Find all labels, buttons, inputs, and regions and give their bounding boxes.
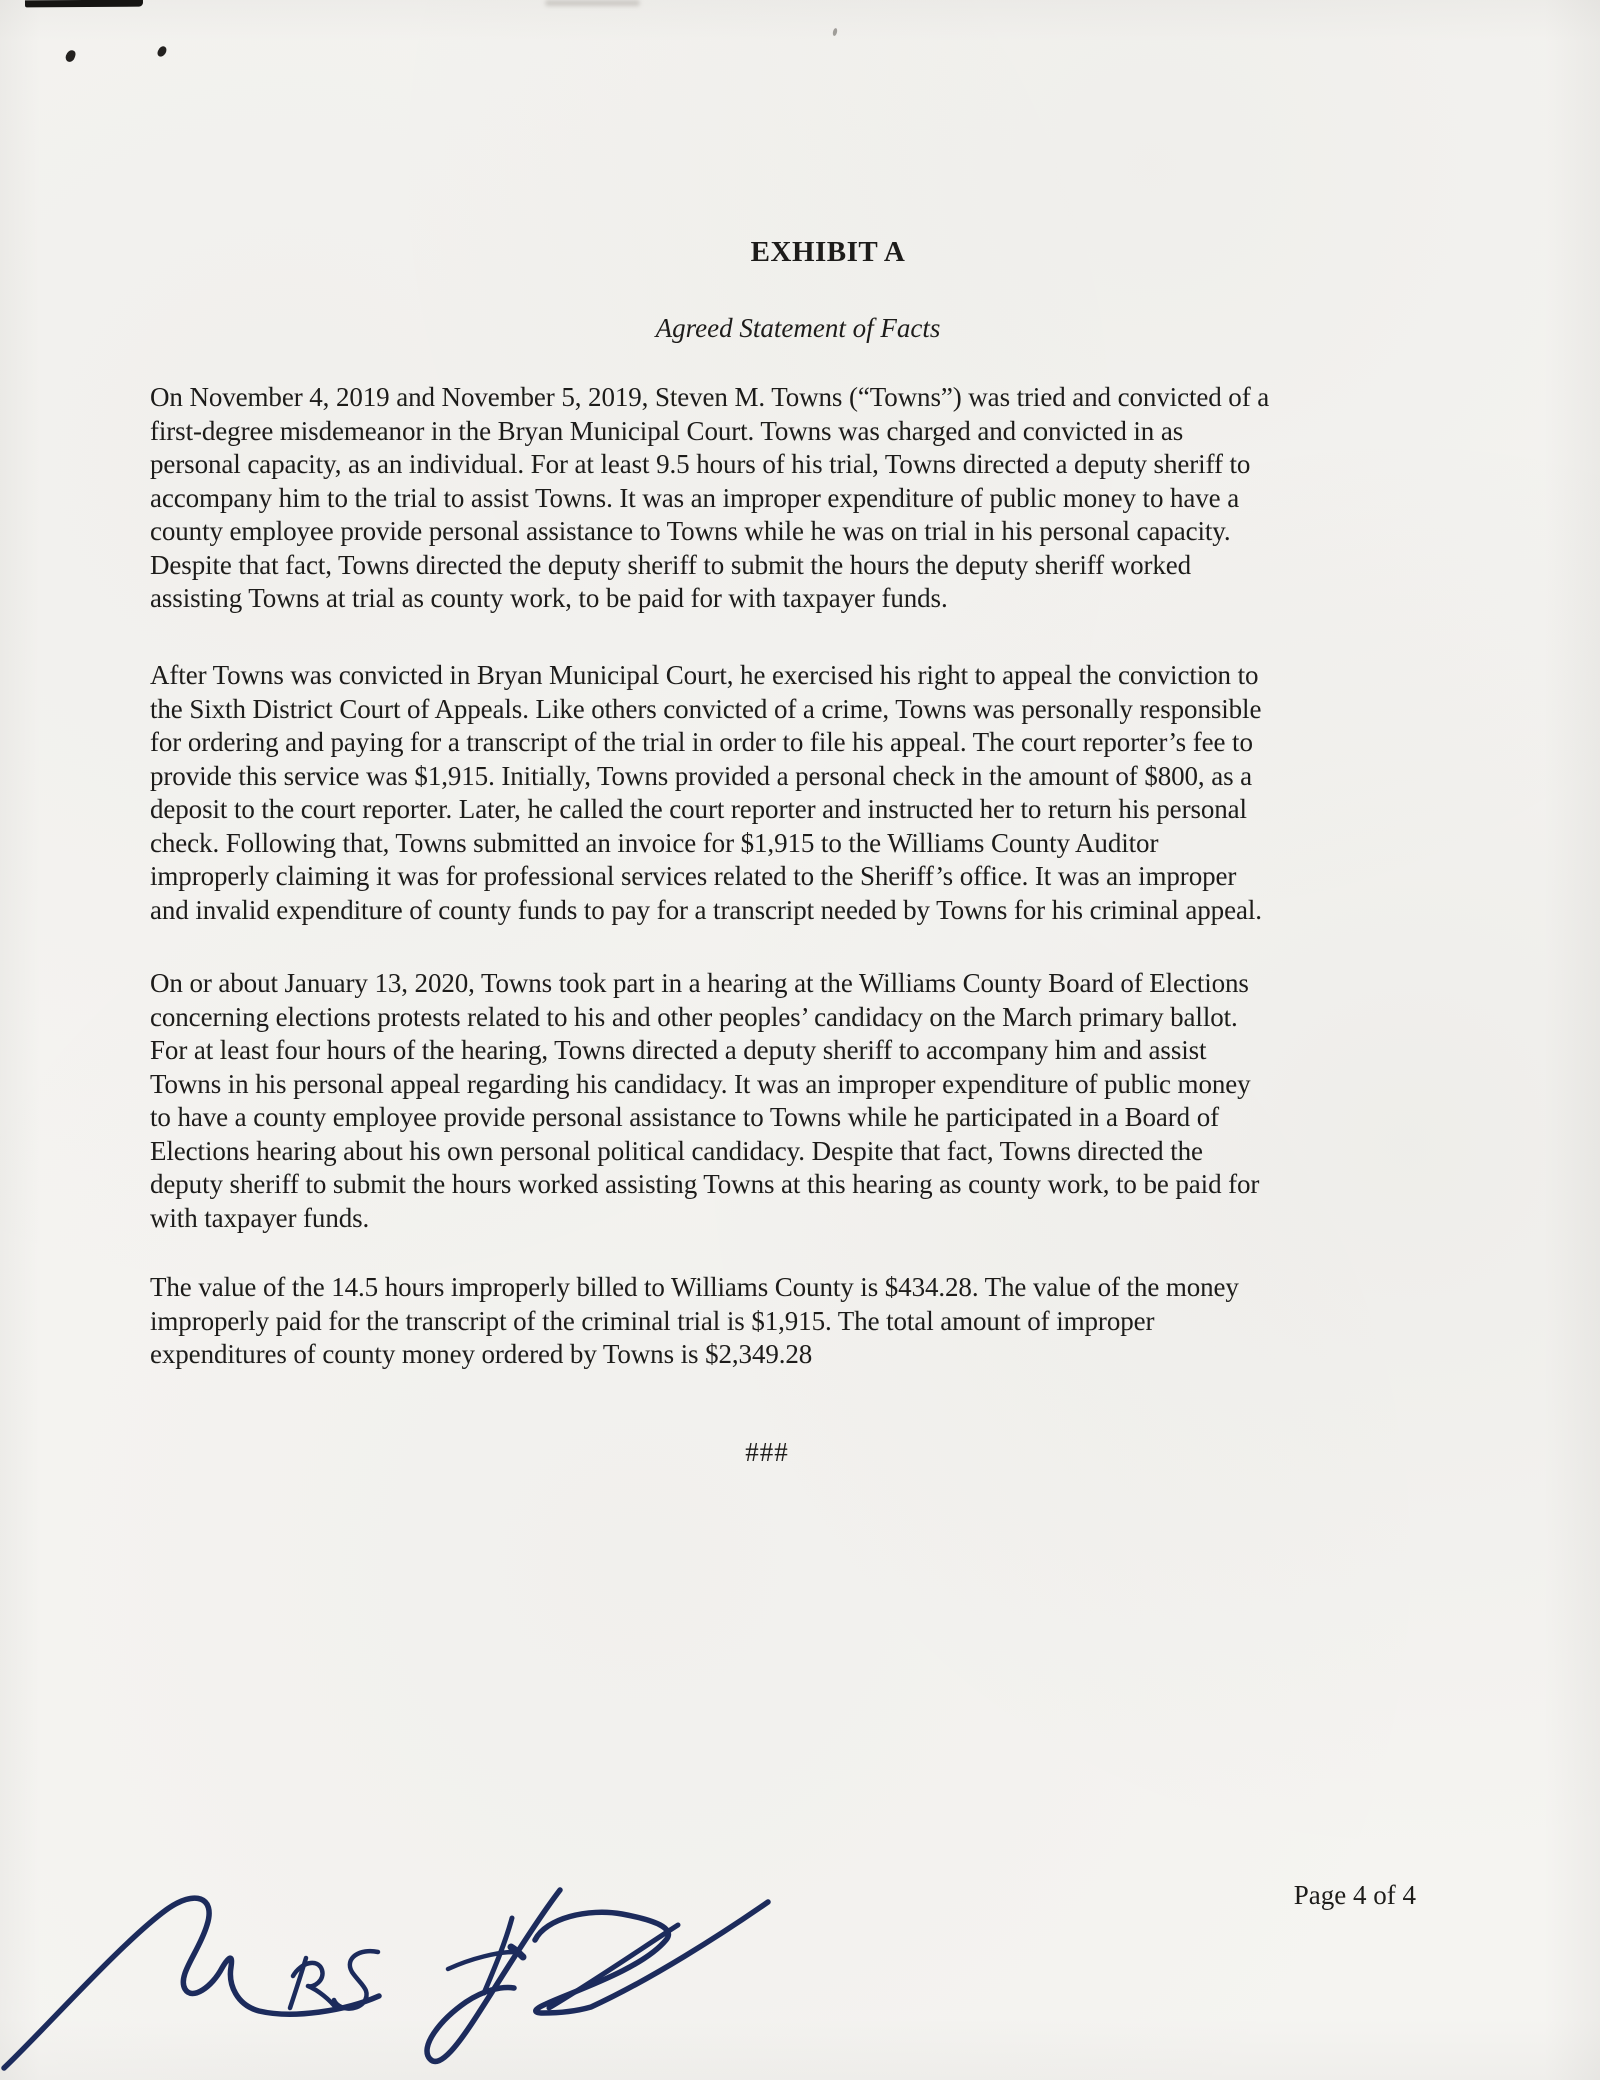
paragraph-1 <box>150 381 1420 616</box>
ink-speck <box>65 49 77 63</box>
paragraph-4 <box>150 1271 1420 1372</box>
paragraph-line: On or about January 13, 2020, Towns took part in a hearing at the Williams County Board of Elections <box>150 968 1249 998</box>
ink-speck <box>156 45 167 58</box>
paragraph-line: For at least four hours of the hearing, Towns directed a deputy sheriff to accompany him and assist <box>150 1035 1207 1065</box>
paragraph-line: county employee provide personal assistance to Towns while he was on trial in his personal capacity. <box>150 516 1231 546</box>
document-title: EXHIBIT A <box>750 236 906 268</box>
paragraph-line: check. Following that, Towns submitted an invoice for $1,915 to the Williams County Auditor <box>150 827 1159 858</box>
paragraph-line: Elections hearing about his own personal political candidacy. Despite that fact, Towns directed the <box>150 1135 1203 1166</box>
signature-stroke <box>4 1898 379 2068</box>
ink-speck <box>832 28 838 37</box>
paragraph-2 <box>150 659 1420 927</box>
paragraph-line: Despite that fact, Towns directed the deputy sheriff to submit the hours the deputy sheriff worked <box>150 549 1192 580</box>
signature-stroke <box>448 1952 514 1969</box>
signature-ink <box>0 1862 820 2080</box>
scan-artifact-bar <box>25 0 143 7</box>
paragraph-line: accompany him to the trial to assist Towns. It was an improper expenditure of public money to have a <box>150 482 1240 513</box>
signature-stroke <box>290 1958 336 2008</box>
paragraph-line: assisting Towns at trial as county work, to be paid for with taxpayer funds. <box>150 583 948 613</box>
page-number-label: Page 4 of 4 <box>1293 1880 1416 1910</box>
paragraph-line: expenditures of county money ordered by Towns is $2,349.28 <box>150 1339 813 1369</box>
scan-artifact-smudge <box>545 0 640 6</box>
paragraph-line: with taxpayer funds. <box>150 1202 370 1233</box>
document-subtitle: Agreed Statement of Facts <box>655 313 941 343</box>
paragraph-line: concerning elections protests related to his and other peoples’ candidacy on the March primary ballot. <box>150 1001 1238 1032</box>
paragraph-line: On November 4, 2019 and November 5, 2019, Steven M. Towns (“Towns”) was tried and convicted of a <box>150 382 1270 412</box>
paragraph-line: After Towns was convicted in Bryan Municipal Court, he exercised his right to appeal the conviction to <box>150 660 1259 690</box>
paragraph-line: first-degree misdemeanor in the Bryan Municipal Court. Towns was charged and convicted in as <box>150 415 1184 446</box>
paragraph-line: the Sixth District Court of Appeals. Like others convicted of a crime, Towns was personally responsible <box>150 693 1262 724</box>
paragraph-3 <box>150 967 1420 1235</box>
end-of-document-mark: ### <box>745 1437 789 1467</box>
paragraph-line: and invalid expenditure of county funds to pay for a transcript needed by Towns for his criminal appeal. <box>150 894 1262 925</box>
paragraph-line: for ordering and paying for a transcript of the trial in order to file his appeal. The court reporter’s fee to <box>150 727 1253 757</box>
paragraph-line: improperly paid for the transcript of the criminal trial is $1,915. The total amount of improper <box>150 1305 1155 1336</box>
paragraph-line: to have a county employee provide personal assistance to Towns while he participated in a Board of <box>150 1102 1219 1132</box>
paragraph-line: personal capacity, as an individual. For at least 9.5 hours of his trial, Towns directed a deputy sheriff to <box>150 449 1251 479</box>
paragraph-line: improperly claiming it was for professional services related to the Sheriff’s office. It was an improper <box>150 861 1237 891</box>
paragraph-line: deposit to the court reporter. Later, he called the court reporter and instructed her to return his personal <box>150 794 1247 824</box>
paragraph-line: deputy sheriff to submit the hours worked assisting Towns at this hearing as county work, to be paid for <box>150 1169 1260 1199</box>
paragraph-line: provide this service was $1,915. Initially, Towns provided a personal check in the amount of $800, as a <box>150 760 1253 791</box>
paragraph-line: Towns in his personal appeal regarding his candidacy. It was an improper expenditure of public money <box>150 1068 1251 1099</box>
paragraph-line: The value of the 14.5 hours improperly billed to Williams County is $434.28. The value of the money <box>150 1272 1239 1302</box>
